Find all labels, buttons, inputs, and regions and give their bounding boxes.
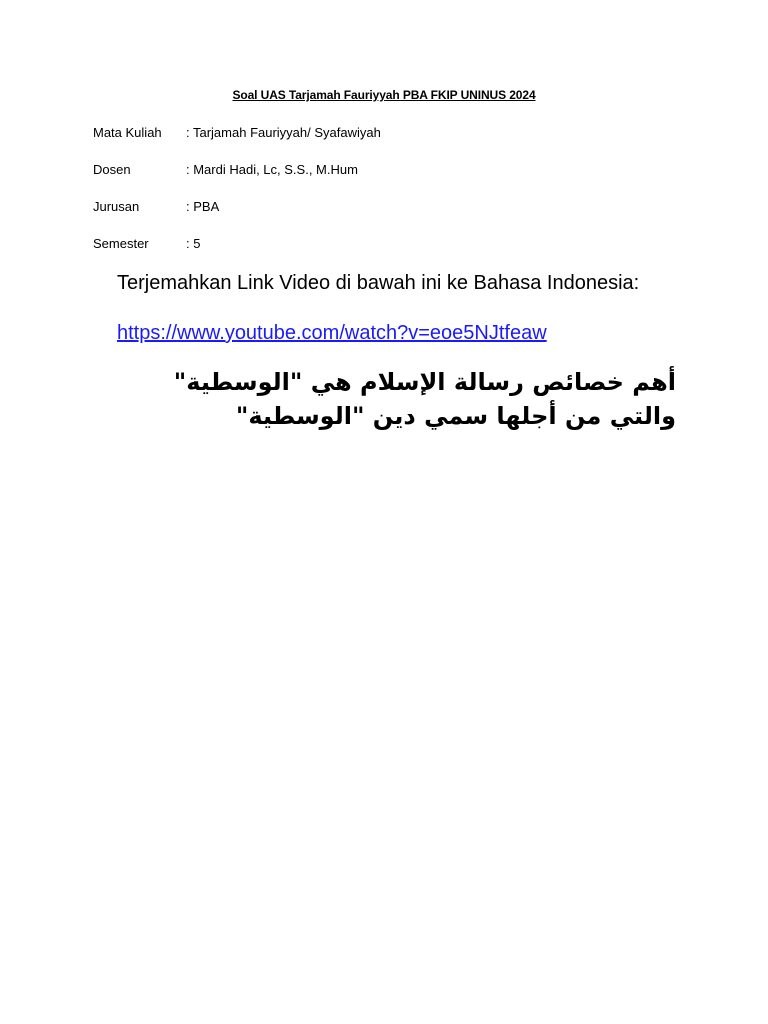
info-label: Dosen [93, 162, 131, 177]
info-label: Jurusan [93, 199, 140, 214]
info-label: Mata Kuliah [93, 125, 162, 140]
arabic-paragraph: أهم خصائص رسالة الإسلام هي "الوسطية" والتي من أجلها سمي دين "الوسطية" [173, 368, 676, 430]
info-value: : Mardi Hadi, Lc, S.S., M.Hum [186, 162, 358, 177]
instruction-text: Terjemahkan Link Video di bawah ini ke Bahasa Indonesia: [117, 272, 640, 294]
info-value: : Tarjamah Fauriyyah/ Syafawiyah [186, 125, 381, 140]
info-label: Semester [93, 236, 149, 251]
video-link[interactable]: https://www.youtube.com/watch?v=eoe5NJtfeaw [117, 322, 547, 344]
document-title: Soal UAS Tarjamah Fauriyyah PBA FKIP UNINUS 2024 [232, 88, 536, 102]
info-value: : PBA [186, 199, 220, 214]
info-value: : 5 [186, 236, 201, 251]
